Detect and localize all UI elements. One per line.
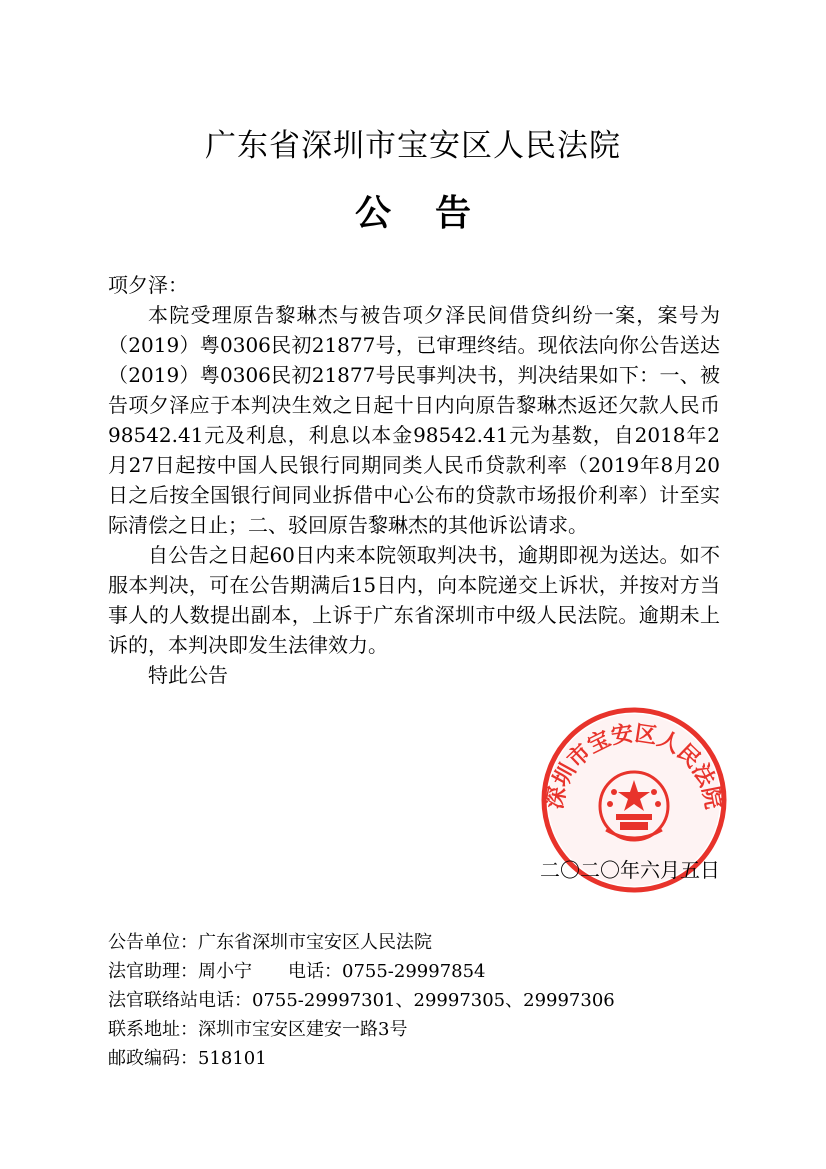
- service-notice-paragraph: 自公告之日起60日内来本院领取判决书，逾期即视为送达。如不服本判决，可在公告期满后15日内，向本院递交上诉状，并按对方当事人的人数提出副本，上诉于广东省深圳市中级人民法院。逾期未上诉的，本判决即发生法律效力。: [108, 543, 720, 657]
- footer-station-row: [108, 986, 728, 1015]
- court-name: 广东省深圳市宝安区人民法院: [205, 128, 621, 164]
- contact-footer: [108, 928, 728, 1073]
- postcode-value: 518101: [198, 1048, 267, 1069]
- seal-text: 深圳市宝安区人民法院: [542, 721, 726, 812]
- announcement-date: 二〇二〇年六月五日: [540, 858, 720, 882]
- title-char-gao: 告: [435, 192, 472, 234]
- assistant-value: 周小宁: [198, 961, 252, 982]
- assistant-label: 法官助理：: [108, 961, 198, 982]
- closing-phrase: 特此公告: [148, 663, 228, 687]
- footer-unit-row: [108, 928, 728, 957]
- addressee: 项夕泽：: [108, 273, 188, 297]
- footer-postcode-row: [108, 1044, 728, 1073]
- station-label: 法官联络站电话：: [108, 990, 252, 1011]
- phone-label: 电话：: [288, 961, 342, 982]
- address-label: 联系地址：: [108, 1019, 198, 1040]
- title-char-gong: 公: [354, 192, 391, 234]
- footer-assistant-row: [108, 957, 728, 986]
- postcode-label: 邮政编码：: [108, 1048, 198, 1069]
- document-title: [0, 190, 826, 236]
- footer-address-row: [108, 1015, 728, 1044]
- address-value: 深圳市宝安区建安一路3号: [198, 1019, 408, 1040]
- announcement-body: [108, 270, 720, 690]
- station-value: 0755-29997301、29997305、29997306: [252, 990, 615, 1011]
- unit-value: 广东省深圳市宝安区人民法院: [198, 932, 432, 953]
- unit-label: 公告单位：: [108, 932, 198, 953]
- phone-value: 0755-29997854: [342, 961, 486, 982]
- judgment-paragraph: 本院受理原告黎琳杰与被告项夕泽民间借贷纠纷一案，案号为（2019）粤0306民初21877号，已审理终结。现依法向你公告送达（2019）粤0306民初21877号民事判决书，判决结果如下：一、被告项夕泽应于本判决生效之日起十日内向原告黎琳杰返还欠款人民币98542.41元及利息，利息以本金98542.41元为基数，自2018年2月27日起按中国人民银行同期同类人民币贷款利率（2019年8月20日之后按全国银行间同业拆借中心公布的贷款市场报价利率）计至实际清偿之日止；二、驳回原告黎琳杰的其他诉讼请求。: [108, 303, 720, 537]
